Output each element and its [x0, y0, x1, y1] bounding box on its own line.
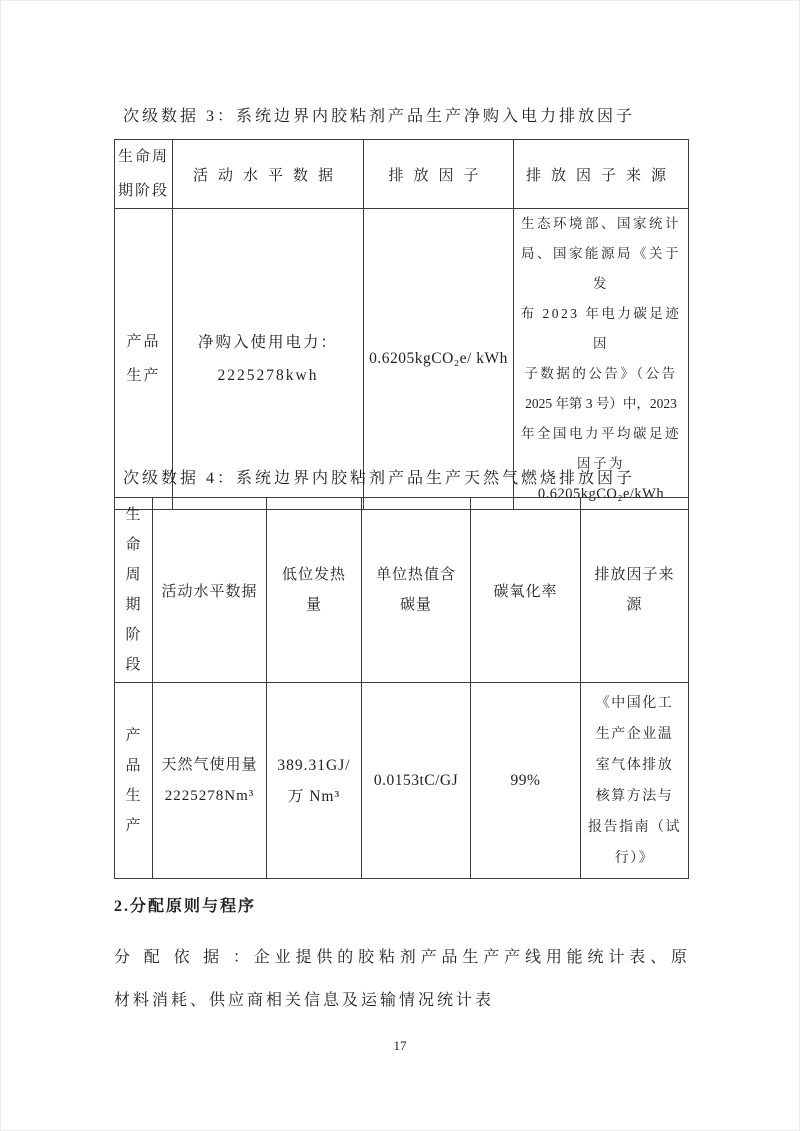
lifecycle-stage-cell: 产品 生产	[115, 209, 173, 510]
table-row	[115, 683, 689, 879]
net-calorific-value-cell: 389.31GJ/ 万 Nm³	[267, 683, 362, 879]
header-carbon-content: 单位热值含 碳量	[362, 498, 471, 683]
electricity-emission-factor-table	[114, 139, 689, 510]
lifecycle-stage-cell: 产 品 生 产	[115, 683, 153, 879]
header-lifecycle-stage: 生 命 周 期 阶 段	[115, 498, 153, 683]
header-factor-source: 排放因子来源	[514, 140, 689, 209]
natural-gas-emission-factor-table	[114, 497, 689, 879]
activity-data-cell: 天然气使用量 2225278Nm³	[153, 683, 267, 879]
header-lifecycle-stage: 生命周 期阶段	[115, 140, 173, 209]
oxidation-rate-cell: 99%	[471, 683, 581, 879]
carbon-content-cell: 0.0153tC/GJ	[362, 683, 471, 879]
section-heading-allocation: 2.分配原则与程序	[114, 898, 257, 915]
header-net-calorific-value: 低位发热 量	[267, 498, 362, 683]
table-4-title: 次级数据 4：系统边界内胶粘剂产品生产天然气燃烧排放因子	[123, 470, 636, 487]
paragraph-line: 分 配 依 据 ：企业提供的胶粘剂产品生产产线用能统计表、原	[114, 949, 690, 966]
factor-source-cell: 《中国化工 生产企业温 室气体排放 核算方法与 报告指南（试 行）》	[581, 683, 689, 879]
header-factor-source: 排放因子来 源	[581, 498, 689, 683]
emission-factor-cell: 0.6205kgCO₂e/ kWh	[364, 209, 514, 510]
allocation-basis-paragraph	[114, 936, 690, 1022]
factor-source-cell: 生态环境部、国家统计 局、国家能源局《关于发 布 2023 年电力碳足迹因 子数据的公告》（公告 2025 年第 3 号）中，2023 年全国电力平均碳足迹 因子为 0.6205kgCO₂e/kWh	[514, 209, 689, 510]
header-oxidation-rate: 碳氧化率	[471, 498, 581, 683]
header-activity-data: 活动水平数据	[153, 498, 267, 683]
page-number: 17	[393, 1038, 407, 1053]
paragraph-line: 材料消耗、供应商相关信息及运输情况统计表	[114, 992, 495, 1009]
table-3-title: 次级数据 3：系统边界内胶粘剂产品生产净购入电力排放因子	[123, 108, 636, 125]
table-row	[115, 498, 689, 683]
header-activity-data: 活动水平数据	[173, 140, 364, 209]
activity-data-cell: 净购入使用电力： 2225278kwh	[173, 209, 364, 510]
header-emission-factor: 排放因子	[364, 140, 514, 209]
table-row	[115, 140, 689, 209]
